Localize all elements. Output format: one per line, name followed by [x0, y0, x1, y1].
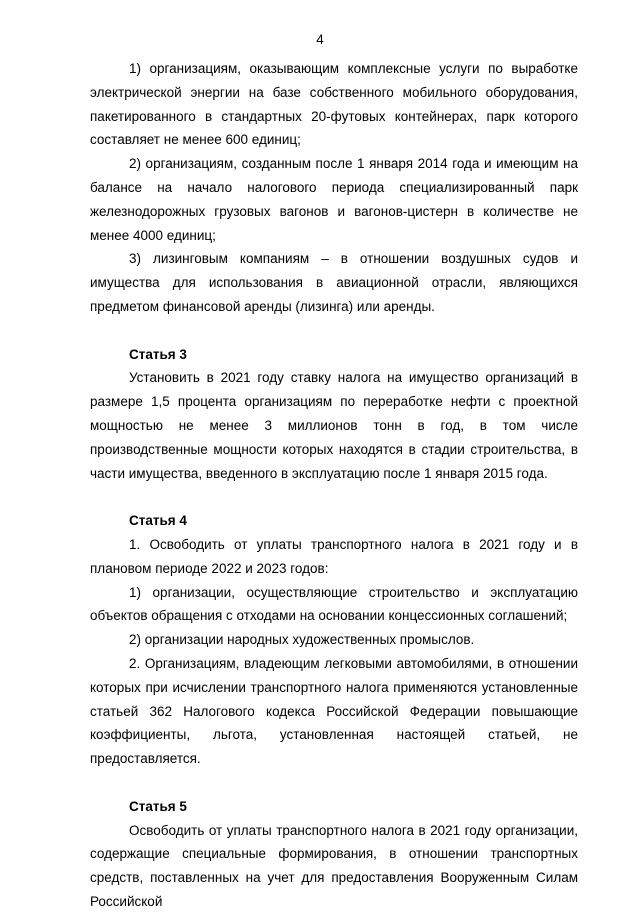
article-3-text: Установить в 2021 году ставку налога на имущество организаций в размере 1,5 процента организациям по переработке нефти с проектной мощностью не менее 3 миллионов тонн в год, в том числе производственные мощности которых находятся в стадии строительства, в части имущества, введенного в эксплуатацию после 1 января 2015 года. — [90, 370, 578, 481]
section-gap — [90, 485, 578, 509]
article-3-heading: Статья 3 — [129, 346, 187, 362]
article-4-paragraph-2: 2. Организациям, владеющим легковыми автомобилями, в отношении которых при исчислении транспортного налога применяются установленные статьей 362 Налогового кодекса Российской Федерации повышающие коэффициенты, льгота, установленная настоящей статьей, не предоставляется. — [90, 655, 578, 767]
list-item-1: 1) организациям, оказывающим комплексные услуги по выработке электрической энергии на базе собственного мобильного оборудования, пакетированного в стандартных 20-футовых контейнерах, парк которого составляет не менее 600 единиц; — [90, 61, 578, 148]
article-4-heading: Статья 4 — [129, 513, 187, 529]
list-item-2: 2) организациям, созданным после 1 января 2014 года и имеющим на балансе на начало налогового периода специализированный парк железнодорожных грузовых вагонов и вагонов-цистерн в количестве не менее 4000 единиц; — [90, 156, 578, 243]
article-5-heading: Статья 5 — [129, 798, 187, 814]
document-body — [90, 57, 578, 914]
section-gap — [90, 771, 578, 795]
article-4-item-1: 1) организации, осуществляющие строительство и эксплуатацию объектов обращения с отходами на основании концессионных соглашений; — [90, 584, 578, 624]
article-5-text: Освободить от уплаты транспортного налога в 2021 году организации, содержащие специальные формирования, в отношении транспортных средств, поставленных на учет для предоставления Вооруженным Силам Российской — [90, 822, 578, 909]
list-item-3: 3) лизинговым компаниям – в отношении воздушных судов и имущества для использования в авиационной отрасли, являющихся предметом финансовой аренды (лизинга) или аренды. — [90, 251, 578, 314]
article-4-item-2: 2) организации народных художественных промыслов. — [129, 632, 475, 648]
section-gap — [90, 319, 578, 343]
article-4-paragraph-1: 1. Освободить от уплаты транспортного налога в 2021 году и в плановом периоде 2022 и 2023 годов: — [90, 536, 578, 576]
page-number: 4 — [316, 32, 324, 47]
